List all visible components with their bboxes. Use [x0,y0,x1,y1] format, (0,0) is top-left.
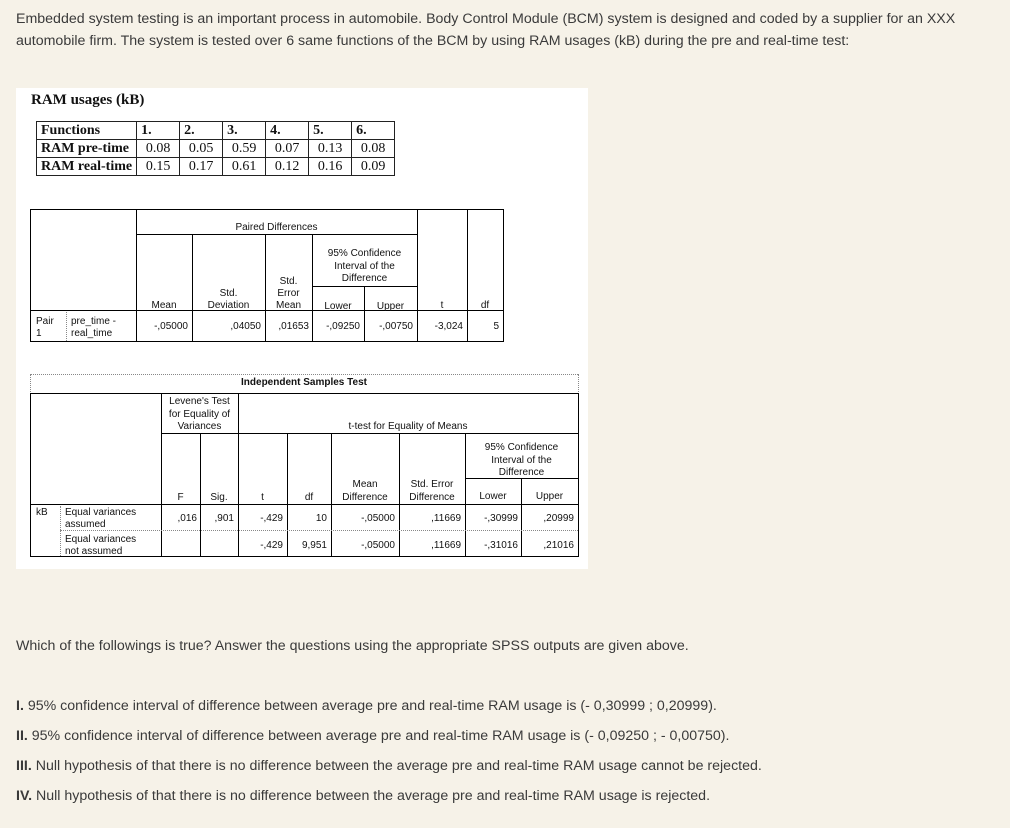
ind-col-se-diff-1: Std. Error [410,479,454,490]
statement-number: III. [16,758,32,774]
ind-row1-df: 10 [315,513,327,524]
ind-row2-lower: -,31016 [484,540,518,551]
spss-output-figure [16,88,588,569]
ram-cell: 3. [223,122,266,140]
paired-upper: -,00750 [379,321,413,332]
independent-title: Independent Samples Test [241,377,367,388]
paired-row-name-1: pre_time - [71,316,117,327]
ind-col-mean-diff-2: Difference [342,492,388,503]
ind-col-upper: Upper [535,491,564,502]
ram-row-label: RAM real-time [37,158,137,176]
statement-text: 95% confidence interval of difference between average pre and real-time RAM usage is (- 0,09250 ; - 0,00750). [27,728,730,744]
paired-lower: -,09250 [326,321,360,332]
ttest-header: t-test for Equality of Means [348,421,468,432]
paired-col-std-err-3: Mean [275,300,301,311]
ind-row1-name-1: Equal variances [65,507,137,518]
ram-cell: 0.61 [223,158,266,176]
paired-row-name-2: real_time [71,328,113,339]
paired-ci-header-1: 95% Confidence [327,248,402,259]
ind-row1-se-diff: ,11669 [431,513,461,524]
ind-row1-mean-diff: -,05000 [361,513,395,524]
ind-row2-t: -,429 [260,540,283,551]
ind-row2-upper: ,21016 [543,540,574,551]
ind-row1-sig: ,901 [214,513,234,524]
paired-col-mean: Mean [151,300,177,311]
paired-ci-header-2: Interval of the [334,261,395,272]
ind-var-label: kB [36,507,48,518]
statement-4 [16,788,710,804]
paired-t: -3,024 [434,321,463,332]
ind-col-df: df [304,492,314,503]
ram-cell: 0.09 [352,158,395,176]
ram-cell: 0.59 [223,140,266,158]
statement-1 [16,698,717,714]
levene-header-1: Levene's Test [169,396,230,407]
ram-table-title: RAM usages (kB) [31,92,145,108]
paired-pair-label-1: Pair [36,316,54,327]
paired-std-dev: ,04050 [230,321,261,332]
ram-cell: 0.08 [137,140,180,158]
ram-row-functions [37,122,395,140]
ram-cell: 6. [352,122,395,140]
paired-col-std-err-2: Error [277,288,300,299]
ind-ci-header-1: 95% Confidence [484,442,559,453]
statement-3 [16,758,762,774]
statement-number: IV. [16,788,33,804]
ram-row-label: Functions [37,122,137,140]
ram-cell: 0.08 [352,140,395,158]
paired-mean: -,05000 [154,321,188,332]
ind-col-f: F [177,492,184,503]
statement-text: 95% confidence interval of difference between average pre and real-time RAM usage is (- 0,30999 ; 0,20999). [23,698,717,714]
ind-row2-name-2: not assumed [65,546,123,557]
ram-cell: 1. [137,122,180,140]
paired-col-upper: Upper [376,301,405,312]
ind-row2-se-diff: ,11669 [431,540,461,551]
ind-col-t: t [261,492,264,503]
ram-cell: 0.13 [309,140,352,158]
question-text: Which of the followings is true? Answer the questions using the appropriate SPSS outputs are given above. [16,638,689,654]
ind-row2-mean-diff: -,05000 [361,540,395,551]
ram-cell: 0.16 [309,158,352,176]
ind-ci-header-3: Difference [498,467,545,478]
levene-header-2: for Equality of [168,409,231,420]
paired-col-lower: Lower [324,301,352,312]
ram-row-pre-time [37,140,395,158]
statement-2 [16,728,729,744]
ind-row1-t: -,429 [260,513,283,524]
statement-number: II. [16,728,28,744]
ram-usage-table [36,121,395,176]
paired-col-std-err-1: Std. [279,276,298,287]
paired-col-df: df [480,300,490,311]
ind-row2-name-1: Equal variances [65,534,137,545]
paired-differences-header: Paired Differences [235,222,318,233]
ind-col-se-diff-2: Difference [409,492,455,503]
ram-row-real-time [37,158,395,176]
paired-ci-header-3: Difference [341,273,388,284]
ram-cell: 4. [266,122,309,140]
paired-pair-label-2: 1 [36,328,42,339]
ind-row1-f: ,016 [177,513,197,524]
ram-cell: 0.07 [266,140,309,158]
ind-row2-df: 9,951 [301,540,327,551]
paired-col-std-dev-2: Deviation [207,300,250,311]
ind-col-mean-diff-1: Mean [352,479,378,490]
ind-ci-header-2: Interval of the [491,455,552,466]
ram-row-label: RAM pre-time [37,140,137,158]
ind-col-lower: Lower [479,491,507,502]
paired-std-err: ,01653 [278,321,309,332]
ram-cell: 0.17 [180,158,223,176]
ind-row1-lower: -,30999 [484,513,518,524]
statement-text: Null hypothesis of that there is no difference between the average pre and real-time RAM usage cannot be rejected. [31,758,762,774]
ram-cell: 2. [180,122,223,140]
levene-header-3: Variances [177,421,222,432]
ind-row1-name-2: assumed [65,519,106,530]
ram-cell: 5. [309,122,352,140]
ram-cell: 0.05 [180,140,223,158]
intro-paragraph: Embedded system testing is an important process in automobile. Body Control Module (BCM) system is designed and coded by a supplier for an XXX automobile firm. The system is tested over 6 same functions of the BCM by using RAM usages (kB) during the pre and real-time test: [16,11,956,49]
ind-col-sig: Sig. [210,492,228,503]
paired-col-t: t [440,300,444,311]
ind-row1-upper: ,20999 [543,513,574,524]
paired-col-std-dev-1: Std. [219,288,238,299]
ram-cell: 0.12 [266,158,309,176]
statement-text: Null hypothesis of that there is no difference between the average pre and real-time RAM usage is rejected. [32,788,711,804]
paired-df: 5 [493,321,499,332]
ram-cell: 0.15 [137,158,180,176]
statement-number: I. [16,698,24,714]
